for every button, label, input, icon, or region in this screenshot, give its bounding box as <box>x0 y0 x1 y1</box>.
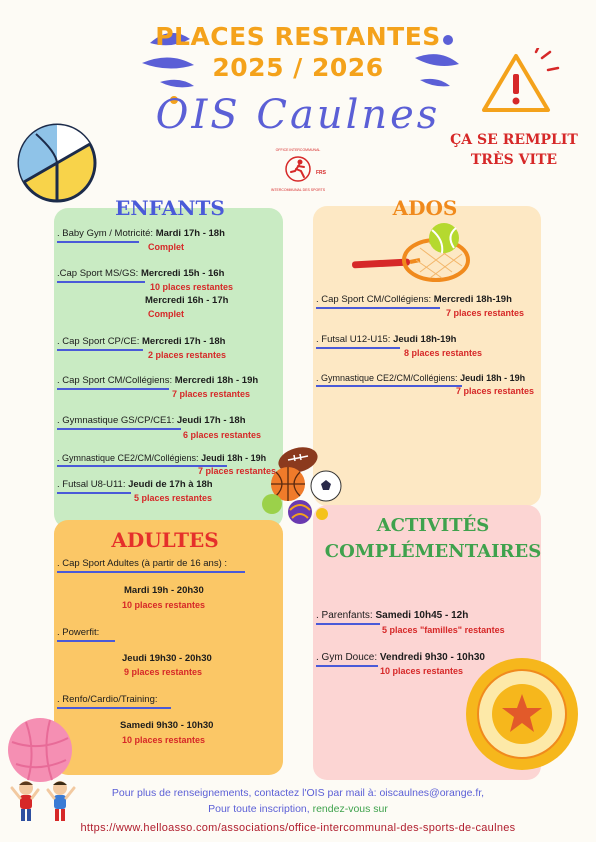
enfants-item-7 <box>57 479 213 490</box>
volleyball-icon <box>16 122 98 204</box>
ados-item-2-underline <box>316 347 400 349</box>
ois-logo <box>268 148 328 204</box>
enfants-item-7-status: 5 places restantes <box>134 493 213 503</box>
activites-item-2-underline <box>316 665 378 667</box>
activites-title-line-2: COMPLÉMENTAIRES <box>324 541 542 562</box>
enfants-item-1-status: Complet <box>148 242 184 252</box>
activites-item-1 <box>316 610 468 621</box>
ados-item-1 <box>316 294 512 305</box>
ados-item-1-time: Mercredi 18h-19h <box>433 294 512 305</box>
ados-item-3-status: 7 places restantes <box>456 386 535 396</box>
adultes-item-3-label: . Renfo/Cardio/Training: <box>57 694 158 705</box>
pink-ball-icon <box>6 716 74 784</box>
adultes-item-3-underline <box>57 707 171 709</box>
footer-contact-line: Pour plus de renseignements, contactez l'OIS par mail à: oiscaulnes@orange.fr, <box>111 787 485 799</box>
alert-text <box>440 130 588 170</box>
activites-title <box>313 513 553 565</box>
tennis-racket-icon <box>350 218 472 288</box>
activites-item-1-label: . Parenfants: <box>316 610 376 621</box>
enfants-item-4-underline <box>57 388 169 390</box>
adultes-item-1-label: . Cap Sport Adultes (à partir de 16 ans) : <box>57 558 228 569</box>
enfants-item-5-underline <box>57 428 181 430</box>
footer <box>0 785 596 836</box>
adultes-item-2-label: . Powerfit: <box>57 627 100 638</box>
enfants-item-7-label: . Futsal U8-U11: <box>57 479 129 490</box>
activites-title-line-1: ACTIVITÉS <box>376 515 490 536</box>
logo-bottom-text: INTERCOMMUNAL DES SPORTS <box>270 188 326 192</box>
enfants-item-7-time: Jeudi de 17h à 18h <box>128 479 213 490</box>
enfants-item-5-label: . Gymnastique GS/CP/CE1: <box>57 415 177 426</box>
enfants-item-3-label: . Cap Sport CP/CE: <box>57 336 143 347</box>
logo-side-text: FRS <box>316 170 326 176</box>
adultes-item-3-time: Samedi 9h30 - 10h30 <box>120 720 214 731</box>
enfants-item-4-label: . Cap Sport CM/Collégiens: <box>57 375 175 386</box>
activites-item-2-label: . Gym Douce: <box>316 652 380 663</box>
ados-title: ADOS <box>392 196 458 220</box>
enfants-item-2-status: 10 places restantes <box>150 282 234 292</box>
enfants-item-4-status: 7 places restantes <box>172 389 251 399</box>
ados-item-3 <box>316 373 525 383</box>
enfants-item-4-time: Mercredi 18h - 19h <box>174 375 259 386</box>
enfants-item-2-label: .Cap Sport MS/GS: <box>57 268 141 279</box>
ados-item-2 <box>316 334 456 345</box>
activites-item-1-status: 5 places "familles" restantes <box>382 625 505 635</box>
adultes-item-2-underline <box>57 640 115 642</box>
adultes-title: ADULTES <box>111 528 219 552</box>
enfants-item-1-underline <box>57 241 139 243</box>
ados-item-3-label: . Gymnastique CE2/CM/Collégiens: <box>316 373 461 383</box>
enfants-item-6-time: Jeudi 18h - 19h <box>201 453 267 463</box>
enfants-item-4 <box>57 375 258 386</box>
ados-item-1-label: . Cap Sport CM/Collégiens: <box>316 294 434 305</box>
enfants-item-1-label: . Baby Gym / Motricité: <box>57 228 156 239</box>
enfants-item-3 <box>57 336 225 347</box>
enfants-item-3-underline <box>57 349 143 351</box>
ados-item-1-status: 7 places restantes <box>446 308 525 318</box>
enfants-item-6 <box>57 453 266 463</box>
alert-line-2: TRÈS VITE <box>470 152 558 168</box>
ados-item-2-label: . Futsal U12-U15: <box>316 334 394 345</box>
enfants-item-6-status: 7 places restantes <box>198 466 277 476</box>
enfants-item-3-status: 2 places restantes <box>148 350 227 360</box>
enfants-item-2-status-2: Complet <box>148 309 184 319</box>
ados-item-1-underline <box>316 307 440 309</box>
adultes-item-2-status: 9 places restantes <box>124 667 203 677</box>
enfants-title: ENFANTS <box>115 196 225 220</box>
ados-item-3-time: Jeudi 18h - 19h <box>460 373 526 383</box>
title-line-2: 2025 / 2026 <box>212 53 384 82</box>
enfants-item-6-label: . Gymnastique CE2/CM/Collégiens: <box>57 453 202 463</box>
adultes-item-3-status: 10 places restantes <box>122 735 206 745</box>
enfants-item-5-time: Jeudi 17h - 18h <box>176 415 246 426</box>
activites-item-2 <box>316 652 485 663</box>
activites-item-1-time: Samedi 10h45 - 12h <box>375 610 469 621</box>
star-disc-icon <box>464 656 580 772</box>
logo-top-text: OFFICE INTERCOMMUNAL <box>275 148 321 152</box>
enfants-item-5-status: 6 places restantes <box>183 430 262 440</box>
ados-item-2-time: Jeudi 18h-19h <box>393 334 457 345</box>
runner-icon <box>283 154 313 184</box>
warning-icon <box>476 48 562 118</box>
adultes-item-2-time: Jeudi 19h30 - 20h30 <box>122 653 212 664</box>
adultes-item-1-status: 10 places restantes <box>122 600 206 610</box>
enfants-item-5 <box>57 415 246 426</box>
activites-item-1-underline <box>316 623 380 625</box>
footer-rendez-vous: rendez-vous sur <box>312 803 388 815</box>
adultes-item-1-underline <box>57 571 245 573</box>
enfants-item-2-underline <box>57 281 145 283</box>
helloasso-link[interactable]: https://www.helloasso.com/associations/office-intercommunal-des-sports-de-caulnes <box>80 822 516 834</box>
title-line-1: PLACES RESTANTES <box>155 22 441 51</box>
ados-item-2-status: 8 places restantes <box>404 348 483 358</box>
enfants-item-2 <box>57 268 224 279</box>
alert-line-1: ÇA SE REMPLIT <box>450 132 578 148</box>
activites-item-2-status: 10 places restantes <box>380 666 464 676</box>
brand-name: OIS Caulnes <box>155 92 441 138</box>
enfants-item-7-underline <box>57 492 131 494</box>
enfants-item-1-time: Mardi 17h - 18h <box>155 228 225 239</box>
ados-item-3-underline <box>316 385 462 387</box>
adultes-item-1-time: Mardi 19h - 20h30 <box>124 585 204 596</box>
enfants-item-1 <box>57 228 225 239</box>
enfants-item-2-time: Mercredi 15h - 16h <box>140 268 225 279</box>
enfants-item-3-time: Mercredi 17h - 18h <box>142 336 226 347</box>
enfants-item-2-time-2: Mercredi 16h - 17h <box>145 295 229 306</box>
activites-item-2-time: Vendredi 9h30 - 10h30 <box>379 652 485 663</box>
footer-inscription-line: Pour toute inscription, rendez-vous sur <box>208 803 388 815</box>
